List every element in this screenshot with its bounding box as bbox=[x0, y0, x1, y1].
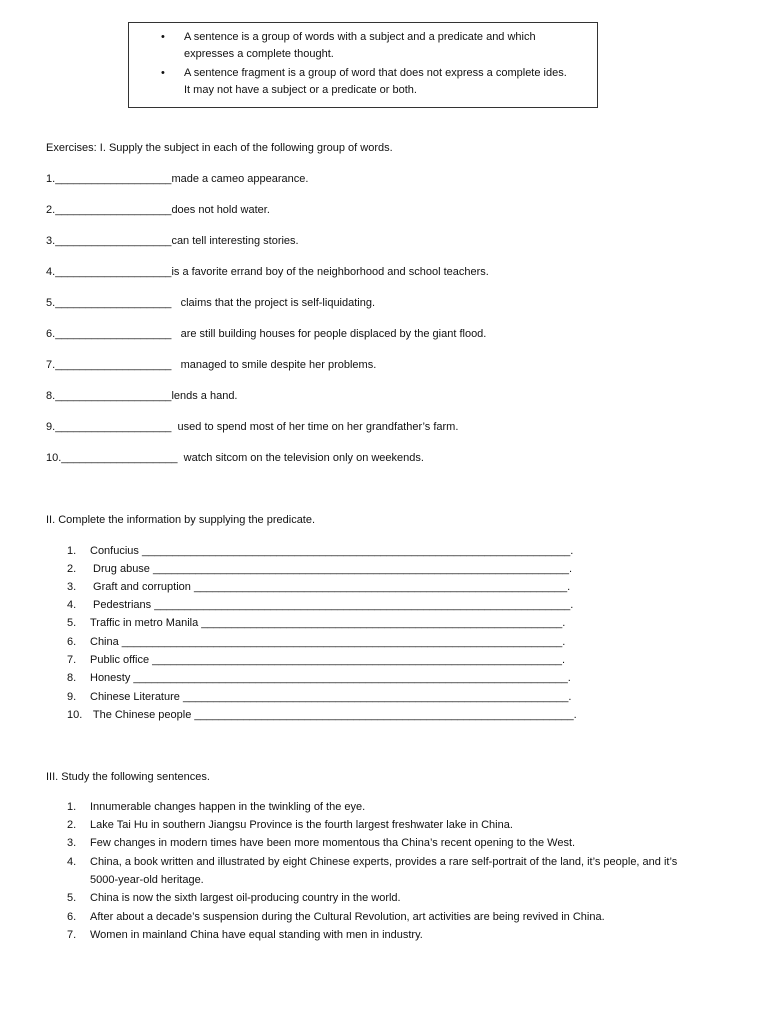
item-text: China, a book written and illustrated by eight Chinese experts, provides a rare self-portrait of the land, it’s people, and it’s bbox=[90, 856, 678, 868]
exercise-item bbox=[46, 358, 376, 372]
item-number: 6. bbox=[46, 328, 56, 340]
item-text: 5000-year-old heritage. bbox=[90, 874, 204, 886]
item-number: 3. bbox=[46, 235, 56, 247]
subject-blank[interactable]: ___________________ bbox=[55, 204, 172, 216]
item-number: 1. bbox=[46, 173, 56, 185]
item-text: are still building houses for people displaced by the giant flood. bbox=[171, 328, 487, 340]
exercise-item bbox=[46, 420, 458, 434]
part2-heading: II. Complete the information by supplying the predicate. bbox=[46, 514, 316, 526]
definition-line: A sentence is a group of words with a subject and a predicate and which bbox=[184, 31, 536, 43]
item-text: Graft and corruption _____________________________________________________________. bbox=[90, 581, 571, 593]
exercise-item bbox=[46, 327, 486, 341]
subject-blank[interactable]: ___________________ bbox=[55, 173, 172, 185]
item-number: 6. bbox=[67, 911, 77, 923]
item-number: 4. bbox=[46, 266, 56, 278]
subject-blank[interactable]: ___________________ bbox=[55, 266, 172, 278]
bullet-icon: • bbox=[161, 31, 165, 43]
item-text: made a cameo appearance. bbox=[171, 173, 309, 185]
item-text: Chinese Literature _______________________________________________________________. bbox=[90, 691, 572, 703]
item-number: 8. bbox=[46, 390, 56, 402]
item-text: Lake Tai Hu in southern Jiangsu Province is the fourth largest freshwater lake in China. bbox=[90, 819, 513, 831]
item-text: Women in mainland China have equal standing with men in industry. bbox=[90, 929, 423, 941]
subject-blank[interactable]: ___________________ bbox=[61, 452, 178, 464]
item-number: 2. bbox=[67, 563, 77, 575]
definition-line: It may not have a subject or a predicate or both. bbox=[184, 84, 417, 96]
item-number: 2. bbox=[46, 204, 56, 216]
definition-line: expresses a complete thought. bbox=[184, 48, 334, 60]
item-text: can tell interesting stories. bbox=[171, 235, 299, 247]
item-text: China is now the sixth largest oil-producing country in the world. bbox=[90, 892, 401, 904]
subject-blank[interactable]: ___________________ bbox=[55, 297, 172, 309]
item-text: Confucius ______________________________________________________________________. bbox=[90, 545, 574, 557]
definition-sentence bbox=[161, 29, 579, 63]
subject-blank[interactable]: ___________________ bbox=[55, 328, 172, 340]
subject-blank[interactable]: ___________________ bbox=[55, 235, 172, 247]
exercise-item bbox=[46, 265, 489, 279]
bullet-icon: • bbox=[161, 67, 165, 79]
item-number: 7. bbox=[46, 359, 56, 371]
item-text: Pedestrians ____________________________________________________________________. bbox=[90, 599, 574, 611]
subject-blank[interactable]: ___________________ bbox=[55, 390, 172, 402]
item-number: 3. bbox=[67, 581, 77, 593]
item-text: used to spend most of her time on her grandfather’s farm. bbox=[171, 421, 459, 433]
item-number: 3. bbox=[67, 837, 77, 849]
item-number: 8. bbox=[67, 672, 77, 684]
item-number: 9. bbox=[46, 421, 56, 433]
item-text: The Chinese people ______________________________________________________________. bbox=[90, 709, 577, 721]
item-text: watch sitcom on the television only on weekends. bbox=[177, 452, 424, 464]
subject-blank[interactable]: ___________________ bbox=[55, 421, 172, 433]
item-number: 10. bbox=[46, 452, 62, 464]
item-text: Few changes in modern times have been more momentous tha China’s recent opening to the West. bbox=[90, 837, 576, 849]
subject-blank[interactable]: ___________________ bbox=[55, 359, 172, 371]
item-text: Traffic in metro Manila ___________________________________________________________. bbox=[90, 617, 566, 629]
exercise-item bbox=[46, 451, 424, 465]
item-number: 5. bbox=[67, 617, 77, 629]
exercise-item bbox=[46, 389, 238, 403]
exercise-item bbox=[46, 203, 270, 217]
item-text: does not hold water. bbox=[171, 204, 270, 216]
exercise-item bbox=[46, 296, 375, 310]
item-number: 7. bbox=[67, 929, 77, 941]
item-number: 1. bbox=[67, 545, 77, 557]
item-text: is a favorite errand boy of the neighborhood and school teachers. bbox=[171, 266, 489, 278]
item-text: After about a decade’s suspension during the Cultural Revolution, art activities are being revived in China. bbox=[90, 911, 605, 923]
item-number: 5. bbox=[46, 297, 56, 309]
item-number: 5. bbox=[67, 892, 77, 904]
part1-heading: Exercises: I. Supply the subject in each of the following group of words. bbox=[46, 142, 393, 154]
item-text: Honesty _______________________________________________________________________. bbox=[90, 672, 571, 684]
item-text: Drug abuse ____________________________________________________________________. bbox=[90, 563, 573, 575]
item-number: 2. bbox=[67, 819, 77, 831]
item-number: 4. bbox=[67, 856, 77, 868]
item-text: lends a hand. bbox=[171, 390, 238, 402]
item-number: 9. bbox=[67, 691, 77, 703]
item-number: 10. bbox=[67, 709, 83, 721]
exercise-item bbox=[46, 172, 308, 186]
definition-line: A sentence fragment is a group of word that does not express a complete ides. bbox=[184, 67, 567, 79]
item-number: 1. bbox=[67, 801, 77, 813]
definitions-box bbox=[128, 22, 598, 108]
item-text: claims that the project is self-liquidating. bbox=[171, 297, 376, 309]
item-text: managed to smile despite her problems. bbox=[171, 359, 377, 371]
item-text: China ________________________________________________________________________. bbox=[90, 636, 566, 648]
exercise-item bbox=[46, 234, 299, 248]
definition-fragment bbox=[161, 65, 579, 99]
item-text: Innumerable changes happen in the twinkling of the eye. bbox=[90, 801, 366, 813]
item-text: Public office ___________________________________________________________________. bbox=[90, 654, 566, 666]
item-number: 6. bbox=[67, 636, 77, 648]
item-number: 4. bbox=[67, 599, 77, 611]
part3-heading: III. Study the following sentences. bbox=[46, 771, 210, 783]
item-number: 7. bbox=[67, 654, 77, 666]
